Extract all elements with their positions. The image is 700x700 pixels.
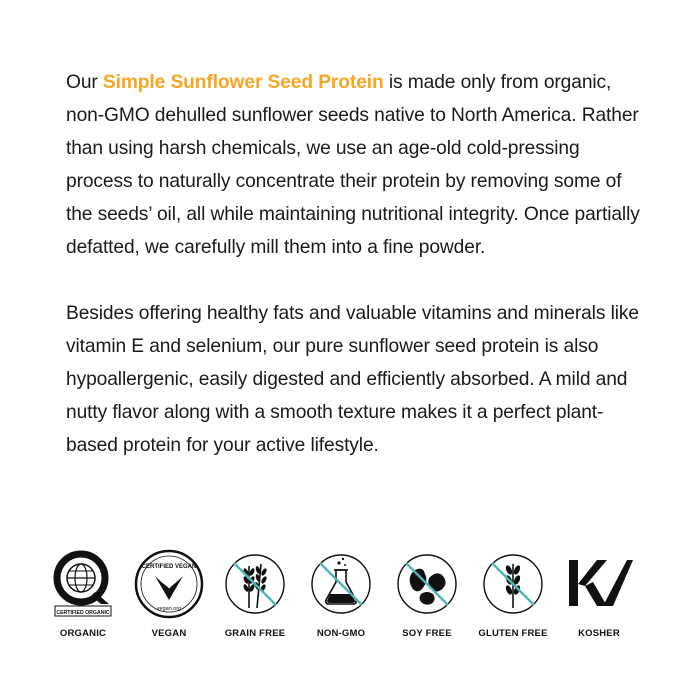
paragraph-text: is made only from organic, non-GMO dehulled sunflower seeds native to North America. Rather than using harsh chemicals, we use an age-old cold-pressing process to naturally concentrate their protein by removing some of the seeds’ oil, all while maintaining nutritional integrity. Once partially defatted, we carefully mill them into a fine powder. — [66, 72, 640, 258]
certification-badges — [40, 548, 680, 648]
qai-organic-icon — [47, 548, 119, 620]
description-paragraph-1 — [66, 66, 646, 264]
badge-label: KOSHER — [578, 628, 620, 639]
badge-soy-free — [384, 548, 470, 639]
certified-vegan-icon — [133, 548, 205, 620]
badge-label: GLUTEN FREE — [478, 628, 548, 639]
badge-label: GRAIN FREE — [224, 628, 286, 639]
paragraph-text: Our — [66, 72, 103, 93]
badge-label: SOY FREE — [402, 628, 452, 639]
badge-label: ORGANIC — [59, 628, 107, 639]
badge-kosher — [556, 548, 642, 639]
badge-label: NON-GMO — [316, 628, 366, 639]
product-name-highlight: Simple Sunflower Seed Protein — [102, 72, 384, 93]
non-gmo-flask-icon — [305, 548, 377, 620]
description-paragraph-2: Besides offering healthy fats and valuable vitamins and minerals like vitamin E and selenium, our pure sunflower seed protein is also hypoallergenic, easily digested and efficiently absorbed. A mild and nutty flavor along with a smooth texture makes it a perfect plant-based protein for your active lifestyle. — [66, 303, 639, 456]
soy-free-icon — [391, 548, 463, 620]
organic-sub-text: CERTIFIED ORGANIC — [56, 610, 110, 616]
badge-organic — [40, 548, 126, 639]
kosher-k-icon — [563, 548, 635, 620]
vegan-seal-text: CERTIFIED VEGAN — [141, 564, 197, 570]
product-description — [66, 66, 646, 462]
badge-vegan — [126, 548, 212, 639]
badge-grain-free — [212, 548, 298, 639]
badge-gluten-free — [470, 548, 556, 639]
badge-non-gmo — [298, 548, 384, 639]
gluten-free-icon — [477, 548, 549, 620]
grain-free-icon — [219, 548, 291, 620]
badge-label: VEGAN — [151, 628, 187, 639]
vegan-sub-text: vegan.org — [156, 606, 182, 612]
